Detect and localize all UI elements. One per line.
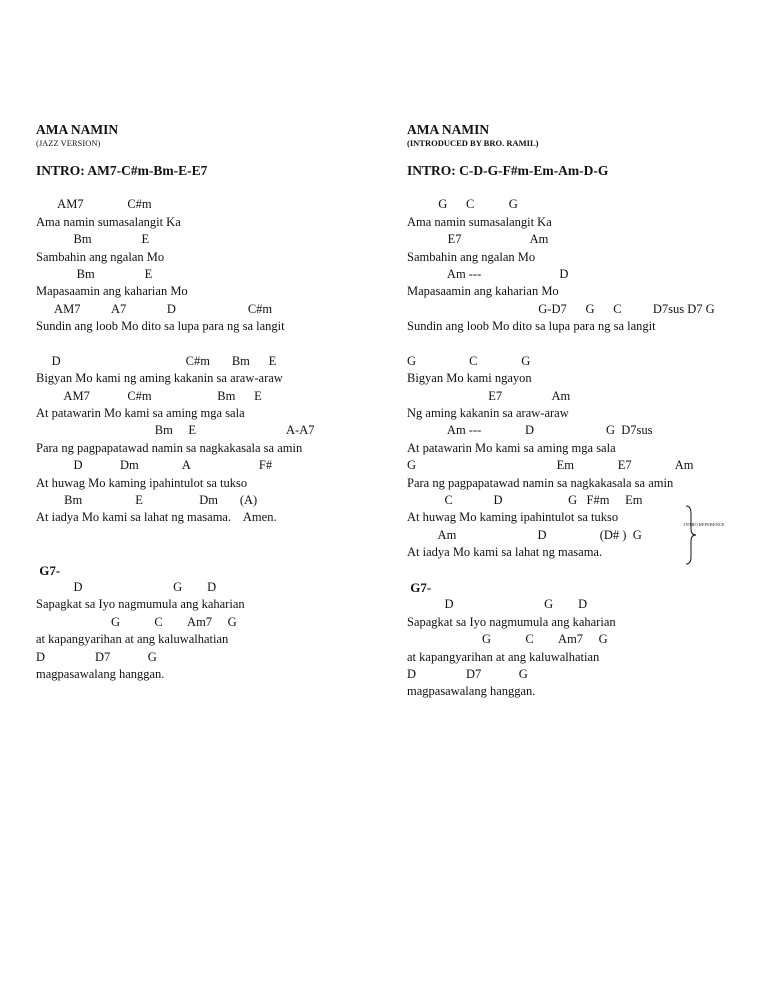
- chord-line: D D7 G: [407, 666, 528, 681]
- curly-brace-icon: [684, 505, 698, 565]
- lyric-line: Ama namin sumasalangit Ka: [36, 214, 181, 229]
- lyric-line: Mapasaamin ang kaharian Mo: [36, 284, 188, 299]
- chord-line: Bm E Dm (A): [36, 493, 258, 508]
- lyric-line: magpasawalang hanggan.: [407, 684, 536, 699]
- chord-line: AM7 A7 D C#m: [36, 301, 273, 316]
- spacer: [407, 336, 757, 353]
- chord-line: Bm E A-A7: [36, 423, 315, 438]
- verse-block-3: [407, 596, 757, 700]
- verse-block-2: [36, 353, 396, 527]
- lyric-line: At patawarin Mo kami sa aming mga sala: [407, 440, 616, 455]
- chord-line: D G D: [36, 579, 217, 594]
- lyric-line: Sambahin ang ngalan Mo: [407, 249, 536, 264]
- lyric-line: Ng aming kakanin sa araw-araw: [407, 406, 569, 421]
- intro-reference-bracket: [684, 505, 744, 565]
- lyric-line: At huwag Mo kaming ipahintulot sa tukso: [407, 510, 619, 525]
- chord-line: D C#m Bm E: [36, 353, 277, 368]
- chord-line: C D G F#m Em: [407, 493, 643, 508]
- g7-section-label: G7-: [407, 579, 432, 595]
- song-subtitle: (JAZZ VERSION): [36, 138, 101, 148]
- chord-line: Am D (D# ) G: [407, 527, 642, 542]
- chord-line: E7 Am: [407, 388, 571, 403]
- verse-block-1: [407, 196, 757, 335]
- verse-block-1: [36, 196, 396, 335]
- lyric-line: Bigyan Mo kami ngayon: [407, 371, 532, 386]
- song-title: AMA NAMIN: [407, 122, 490, 137]
- lyric-line: Sundin ang loob Mo dito sa lupa para ng sa langit: [407, 319, 656, 334]
- lyric-line: Sapagkat sa Iyo nagmumula ang kaharian: [407, 614, 616, 629]
- chord-line: Bm E: [36, 266, 153, 281]
- song-subtitle: (INTRODUCED BY BRO. RAMIL): [407, 138, 539, 148]
- intro-chords: INTRO: C-D-G-F#m-Em-Am-D-G: [407, 163, 609, 178]
- chord-line: D G D: [407, 597, 588, 612]
- lyric-line: At huwag Mo kaming ipahintulot sa tukso: [36, 475, 248, 490]
- chord-line: E7 Am: [407, 232, 549, 247]
- lyric-line: at kapangyarihan at ang kaluwalhatian: [407, 649, 600, 664]
- chord-line: G C Am7 G: [407, 632, 608, 647]
- lyric-line: Ama namin sumasalangit Ka: [407, 214, 552, 229]
- verse-block-3: [36, 579, 396, 683]
- lyric-line: Para ng pagpapatawad namin sa nagkakasala sa amin: [36, 440, 303, 455]
- lyric-line: Sambahin ang ngalan Mo: [36, 249, 165, 264]
- spacer: [36, 179, 396, 196]
- chord-line: Am --- D: [407, 266, 569, 281]
- chord-line: G C G: [407, 197, 518, 212]
- lyric-line: Sundin ang loob Mo dito sa lupa para ng sa langit: [36, 319, 285, 334]
- right-column: [407, 122, 757, 701]
- g7-section-label: G7-: [36, 562, 61, 578]
- chord-line: Am --- D G D7sus: [407, 423, 653, 438]
- chord-line: AM7 C#m: [36, 197, 152, 212]
- lyric-line: At patawarin Mo kami sa aming mga sala: [36, 406, 245, 421]
- chord-line: G C G: [407, 353, 531, 368]
- lyric-line: At iadya Mo kami sa lahat ng masama. Amen.: [36, 510, 277, 525]
- lyric-line: At iadya Mo kami sa lahat ng masama.: [407, 545, 603, 560]
- intro-reference-note: INTRO REFERENCE: [684, 522, 725, 527]
- song-title: AMA NAMIN: [36, 122, 119, 137]
- chord-line: Bm E: [36, 232, 150, 247]
- chord-line: D Dm A F#: [36, 458, 273, 473]
- left-column: [36, 122, 396, 683]
- chord-line: G Em E7 Am: [407, 458, 694, 473]
- lyric-line: Para ng pagpapatawad namin sa nagkakasala sa amin: [407, 475, 674, 490]
- lyric-line: magpasawalang hanggan.: [36, 666, 165, 681]
- spacer: [36, 527, 396, 544]
- chord-line: D D7 G: [36, 649, 157, 664]
- lyric-line: Mapasaamin ang kaharian Mo: [407, 284, 559, 299]
- spacer: [36, 336, 396, 353]
- chord-line: G C Am7 G: [36, 614, 237, 629]
- lyric-line: Sapagkat sa Iyo nagmumula ang kaharian: [36, 597, 245, 612]
- lyric-line: Bigyan Mo kami ng aming kakanin sa araw-araw: [36, 371, 283, 386]
- chord-line: G-D7 G C D7sus D7 G: [407, 301, 715, 316]
- lyric-line: at kapangyarihan at ang kaluwalhatian: [36, 632, 229, 647]
- chord-line: AM7 C#m Bm E: [36, 388, 262, 403]
- spacer: [407, 179, 757, 196]
- intro-chords: INTRO: AM7-C#m-Bm-E-E7: [36, 163, 208, 178]
- spacer: [36, 544, 396, 561]
